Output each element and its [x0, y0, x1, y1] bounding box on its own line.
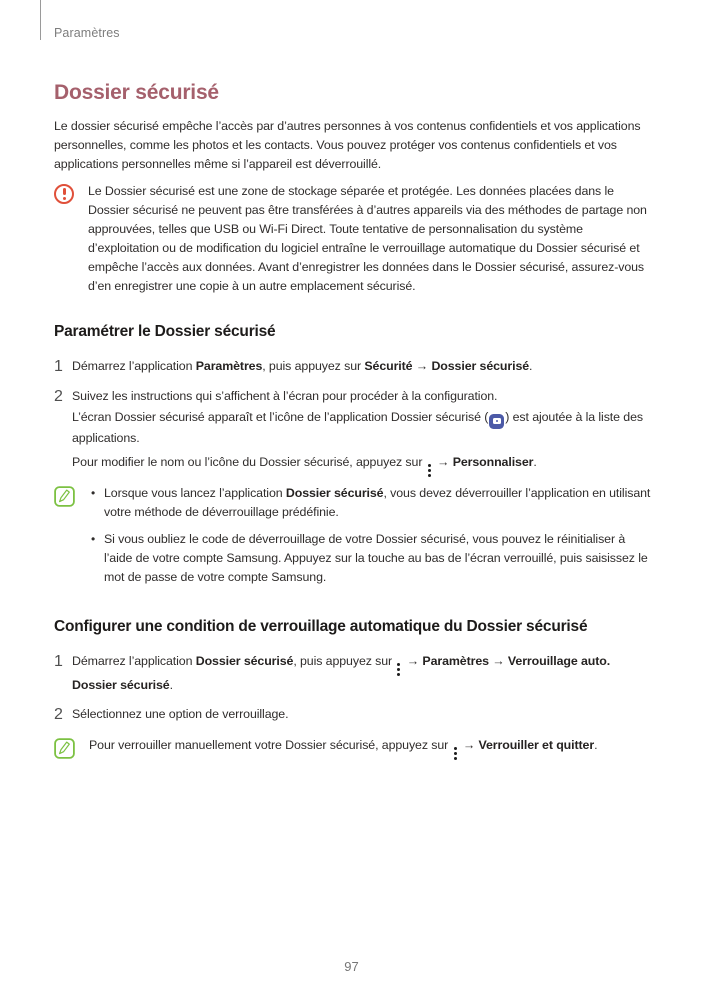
page-title: Dossier sécurisé	[54, 81, 219, 104]
note-bullet-1	[89, 484, 653, 522]
vertical-dots-icon	[428, 464, 431, 477]
step-number: 1	[54, 358, 63, 375]
note-text: Pour verrouiller manuellement votre Dossier sécurisé, appuyez sur → Verrouiller et quitter.	[89, 736, 653, 760]
autolock-step-1	[54, 652, 653, 695]
step-number: 2	[54, 388, 63, 405]
setup-step-1	[54, 357, 653, 376]
section-heading-setup: Paramétrer le Dossier sécurisé	[54, 323, 276, 340]
vertical-dots-icon	[454, 747, 457, 760]
notes-block	[54, 484, 653, 587]
autolock-step-2	[54, 705, 653, 724]
step-text: Démarrez l’application Paramètres, puis appuyez sur Sécurité → Dossier sécurisé.	[72, 359, 533, 373]
step-text-continued: L’écran Dossier sécurisé apparaît et l’icône de l’application Dossier sécurisé ( ) est ajoutée à la liste des applications.	[72, 410, 643, 445]
intro-paragraph: Le dossier sécurisé empêche l’accès par d’autres personnes à vos contenus confidentiels et vos applications personnelles, comme les photos et les contacts. Vous pouvez protéger vos contenus confidentiels et vos applications personnelles même si l’appareil est déverrouillé.	[54, 119, 641, 171]
step-number: 2	[54, 705, 63, 723]
secure-folder-app-icon	[489, 414, 504, 429]
page-content	[54, 0, 653, 760]
vertical-dots-icon	[397, 663, 400, 676]
page-number: 97	[344, 959, 359, 974]
note-text: Si vous oubliez le code de déverrouillage de votre Dossier sécurisé, vous pouvez le réinitialiser à l’aide de votre compte Samsung. Appuyez sur la touche au bas de l’écran verrouillé, puis saisissez le mot de passe de votre compte Samsung.	[104, 531, 648, 584]
step-text: Sélectionnez une option de verrouillage.	[72, 706, 289, 721]
note-pencil-icon	[54, 738, 75, 759]
note-bullet-2	[89, 530, 653, 587]
setup-step-2	[54, 387, 653, 448]
bullet-dot: •	[91, 531, 96, 546]
step-text: Suivez les instructions qui s’affichent à l’écran pour procéder à la configuration.	[72, 389, 498, 403]
warning-text: Le Dossier sécurisé est une zone de stockage séparée et protégée. Les données placées dans le Dossier sécurisé ne peuvent pas être transférées à d’autres appareils via des méthodes de partage non approuvées, telles que USB ou Wi-Fi Direct. Toute tentative de personnalisation du système d’exploitation ou de modification du logiciel entraîne le verrouillage automatique du Dossier sécurisé et empêche l’accès aux données. Avant d’enregistrer les données dans le Dossier sécurisé, assurez-vous d’en enregistrer une copie à un autre emplacement sécurisé.	[88, 184, 647, 293]
chapter-header: Paramètres	[54, 26, 120, 40]
step-text: Démarrez l’application Dossier sécurisé, puis appuyez sur → Paramètres → Verrouillage auto. Dossier sécurisé.	[72, 653, 611, 692]
note-pencil-icon	[54, 486, 75, 507]
bullet-dot: •	[91, 485, 96, 500]
note-text: Lorsque vous lancez l’application Dossier sécurisé, vous devez déverrouiller l’application en utilisant votre méthode de déverrouillage prédéfinie.	[104, 485, 651, 519]
warning-exclamation-icon	[54, 184, 74, 204]
warning-block	[54, 182, 653, 296]
header-divider	[40, 0, 41, 40]
section-heading-autolock: Configurer une condition de verrouillage automatique du Dossier sécurisé	[54, 617, 588, 635]
manual-lock-note	[54, 736, 653, 760]
step-number: 1	[54, 652, 63, 670]
customize-hint: Pour modifier le nom ou l’icône du Dossier sécurisé, appuyez sur → Personnaliser.	[72, 453, 653, 477]
